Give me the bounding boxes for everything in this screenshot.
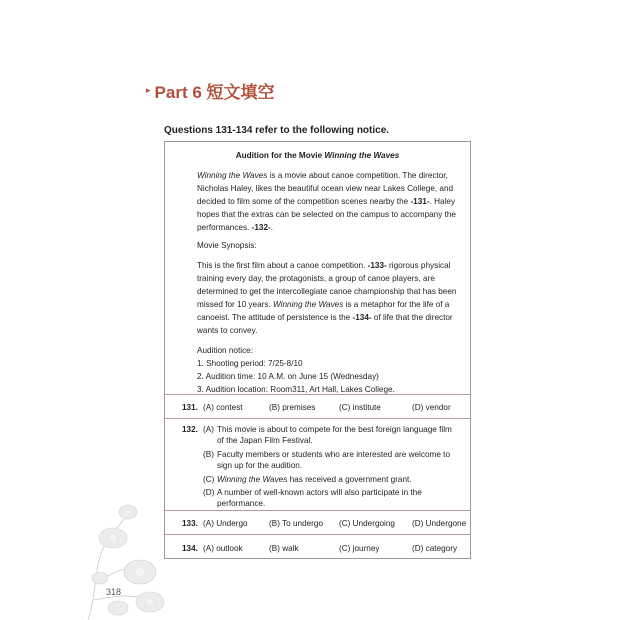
notice-title: Audition for the Movie Winning the Waves bbox=[235, 151, 400, 160]
option-c[interactable]: (C) institute bbox=[339, 403, 381, 412]
notice-paragraph-2: This is the first film about a canoe competition. -133- rigorous physical training every day, the protagonists, a group of canoe players, are determined to get the intercollegiate canoe championship that has been missed for 10 years. Winning the Waves is a metaphor for the life of a canoeist. The attitude of persistence is the -134- of life that the director wants to convey. bbox=[197, 261, 457, 335]
page-number: 318 bbox=[106, 587, 122, 597]
floral-decoration bbox=[78, 480, 178, 620]
audition-label: Audition notice: bbox=[197, 346, 253, 355]
question-133 bbox=[165, 511, 470, 535]
question-134 bbox=[165, 535, 470, 560]
option-a[interactable]: (A) outlook bbox=[203, 544, 243, 553]
option-d[interactable]: (D) Undergone bbox=[412, 519, 467, 528]
question-number: 133. bbox=[182, 519, 198, 528]
audition-item: 3. Audition location: Room311, Art Hall, Lakes College. bbox=[197, 385, 395, 394]
audition-item: 1. Shooting period: 7/25-8/10 bbox=[197, 359, 303, 368]
option-d[interactable]: (D) category bbox=[412, 544, 458, 553]
option-c[interactable]: (C) Winning the Waves has received a government grant. bbox=[203, 475, 412, 484]
synopsis-label: Movie Synopsis: bbox=[197, 241, 257, 250]
option-a[interactable]: (A) contest bbox=[203, 403, 243, 412]
option-b[interactable]: (B) To undergo bbox=[269, 519, 324, 528]
option-d[interactable]: (D) vendor bbox=[412, 403, 451, 412]
option-c[interactable]: (C) journey bbox=[339, 544, 380, 553]
option-a[interactable]: (A) Undergo bbox=[203, 519, 248, 528]
blank-132: -132- bbox=[251, 223, 271, 232]
question-number: 132. bbox=[182, 425, 198, 434]
blank-131: -131- bbox=[410, 197, 430, 206]
question-131 bbox=[165, 395, 470, 419]
option-a[interactable]: (A) This movie is about to compete for the best foreign language film of the Japan Film Festival. bbox=[203, 425, 452, 445]
triangle-bullet-icon: ▸ bbox=[146, 85, 151, 95]
option-d[interactable]: (D) A number of well-known actors will also participate in the performance. bbox=[203, 488, 422, 508]
instructions: Questions 131-134 refer to the following notice. bbox=[164, 125, 390, 136]
blank-133: -133- bbox=[367, 261, 387, 270]
question-number: 131. bbox=[182, 403, 198, 412]
option-c[interactable]: (C) Undergoing bbox=[339, 519, 395, 528]
question-box bbox=[164, 141, 471, 559]
notice-paragraph-1: Winning the Waves is a movie about canoe competition. The director, Nicholas Haley, likes the beautiful ocean view near Lakes College, and decided to film some of the competition scenes nearby the -131-. Haley hopes that the extras can be selected on the campus to accompany the performances. -132-. bbox=[197, 171, 456, 232]
question-number: 134. bbox=[182, 544, 198, 553]
option-b[interactable]: (B) Faculty members or students who are interested are welcome to sign up for the audition. bbox=[203, 450, 450, 470]
notice-section bbox=[165, 142, 470, 395]
option-b[interactable]: (B) walk bbox=[269, 544, 299, 553]
part-heading bbox=[146, 78, 275, 103]
audition-item: 2. Audition time: 10 A.M. on June 15 (Wednesday) bbox=[197, 372, 379, 381]
blank-134: -134- bbox=[352, 313, 372, 322]
part-title: Part 6 短文填空 bbox=[154, 83, 275, 102]
question-132 bbox=[165, 419, 470, 511]
option-b[interactable]: (B) premises bbox=[269, 403, 316, 412]
